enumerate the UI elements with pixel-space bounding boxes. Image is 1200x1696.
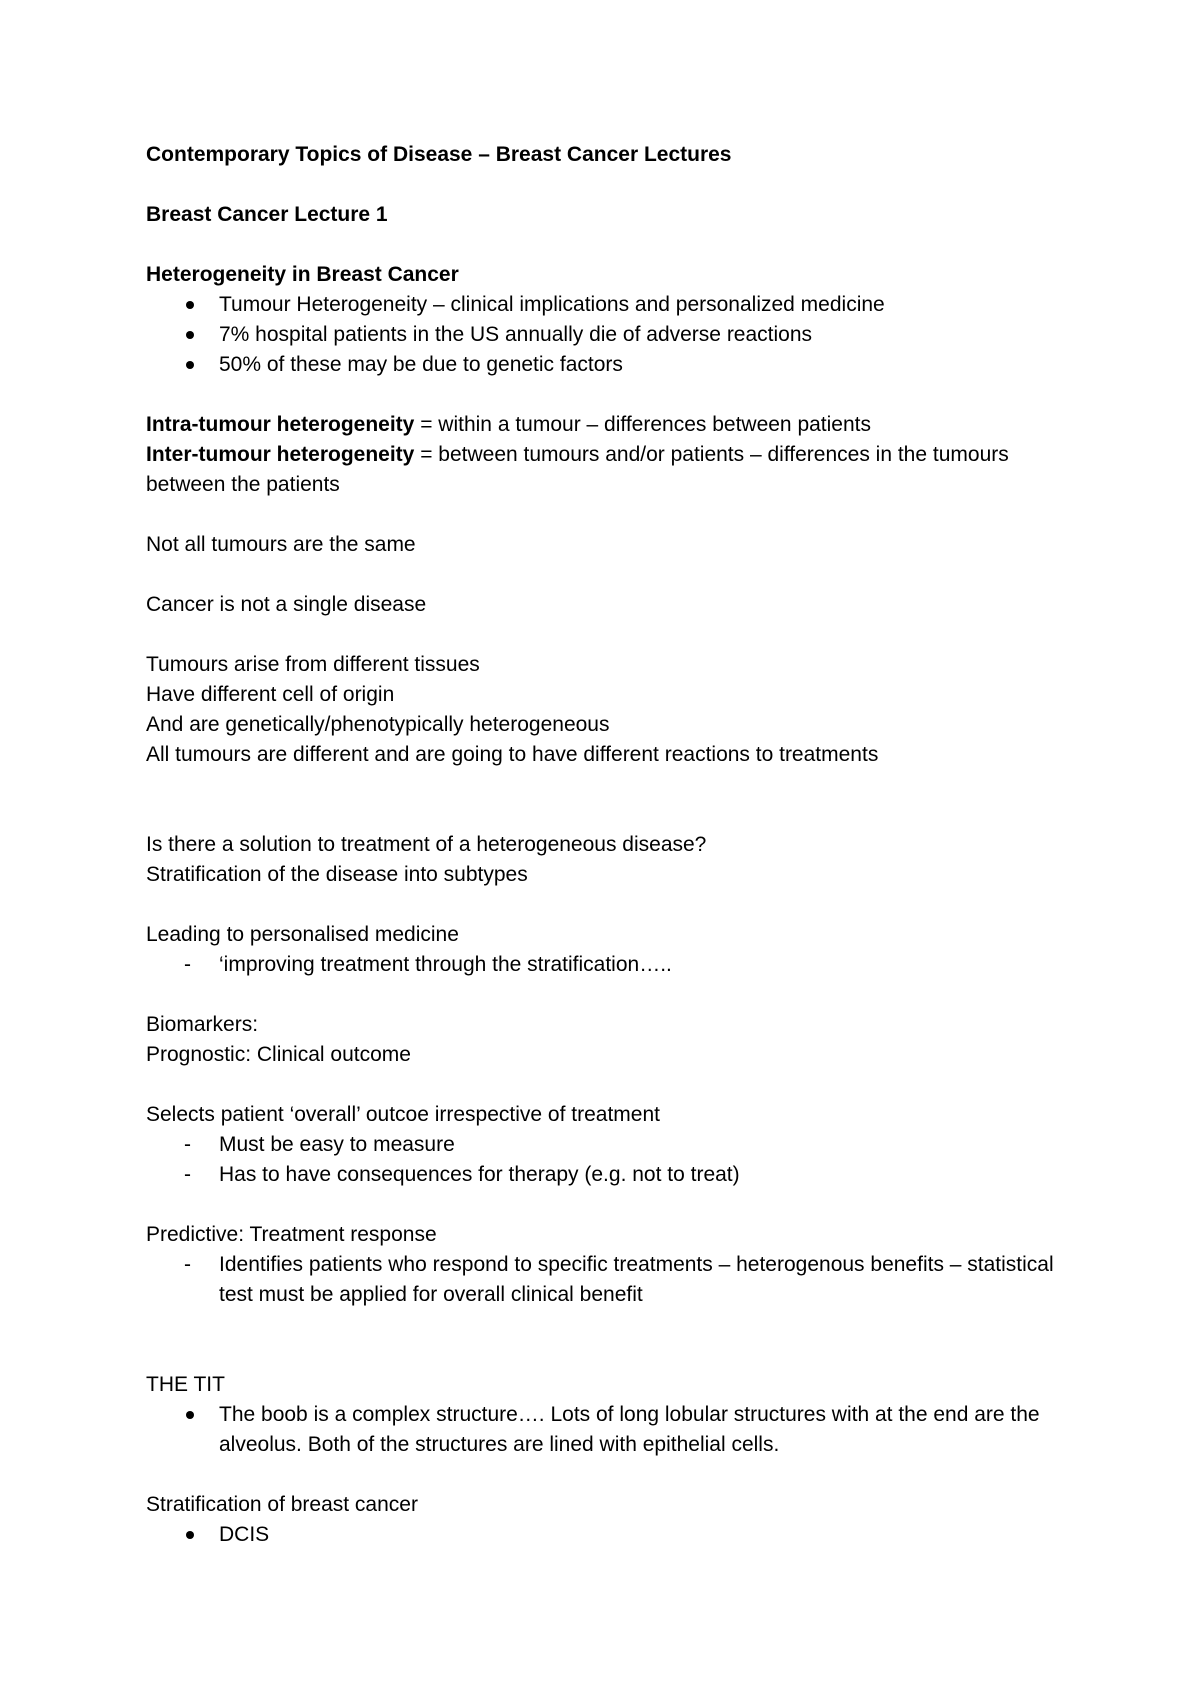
not-all-tumours-line: Not all tumours are the same — [146, 533, 416, 556]
list-item: 50% of these may be due to genetic factors — [146, 350, 1076, 380]
intra-tumour-definition — [146, 410, 1076, 440]
document-body — [146, 140, 1076, 1550]
prognostic-line: Prognostic: Clinical outcome — [146, 1043, 411, 1066]
tumour-line: All tumours are different and are going to have different reactions to treatments — [146, 743, 879, 766]
heterogeneity-bullet-list — [146, 290, 1076, 380]
inter-tumour-definition — [146, 440, 1076, 500]
tit-heading: THE TIT — [146, 1373, 225, 1396]
intra-tumour-text: = within a tumour – differences between patients — [414, 413, 871, 436]
section-heading-heterogeneity: Heterogeneity in Breast Cancer — [146, 263, 459, 286]
intra-tumour-term: Intra-tumour heterogeneity — [146, 413, 415, 436]
list-item: DCIS — [146, 1520, 1076, 1550]
list-item: - Has to have consequences for therapy (e.g. not to treat) — [146, 1160, 1076, 1190]
tumour-line: And are genetically/phenotypically heterogeneous — [146, 713, 610, 736]
stratification-bullet-list — [146, 1520, 1076, 1550]
selects-patient-line: Selects patient ‘overall’ outcoe irrespective of treatment — [146, 1103, 660, 1126]
tumour-line: Tumours arise from different tissues — [146, 653, 480, 676]
biomarkers-heading: Biomarkers: — [146, 1013, 259, 1036]
list-item: Tumour Heterogeneity – clinical implications and personalized medicine — [146, 290, 1076, 320]
list-item: - Identifies patients who respond to specific treatments – heterogenous benefits – statistical test must be applied for overall clinical benefit — [146, 1250, 1076, 1310]
personalised-medicine-line: Leading to personalised medicine — [146, 923, 459, 946]
list-item: - ‘improving treatment through the stratification….. — [146, 950, 1076, 980]
tumour-line: Have different cell of origin — [146, 683, 395, 706]
personalised-dash-list — [146, 950, 1076, 980]
list-item: The boob is a complex structure…. Lots of long lobular structures with at the end are the alveolus. Both of the structures are lined with epithelial cells. — [146, 1400, 1076, 1460]
predictive-dash-list — [146, 1250, 1076, 1310]
inter-tumour-term: Inter-tumour heterogeneity — [146, 443, 415, 466]
stratification-line: Stratification of the disease into subtypes — [146, 863, 528, 886]
list-item: - Must be easy to measure — [146, 1130, 1076, 1160]
list-item: 7% hospital patients in the US annually die of adverse reactions — [146, 320, 1076, 350]
lecture-heading: Breast Cancer Lecture 1 — [146, 203, 388, 226]
not-single-disease-line: Cancer is not a single disease — [146, 593, 427, 616]
stratification-breast-heading: Stratification of breast cancer — [146, 1493, 418, 1516]
tit-bullet-list — [146, 1400, 1076, 1460]
document-title: Contemporary Topics of Disease – Breast Cancer Lectures — [146, 143, 732, 166]
solution-question: Is there a solution to treatment of a heterogeneous disease? — [146, 833, 707, 856]
predictive-line: Predictive: Treatment response — [146, 1223, 437, 1246]
selects-dash-list — [146, 1130, 1076, 1190]
inter-tumour-text: = between tumours and/or patients – differences in the tumours between the patients — [146, 443, 1009, 496]
